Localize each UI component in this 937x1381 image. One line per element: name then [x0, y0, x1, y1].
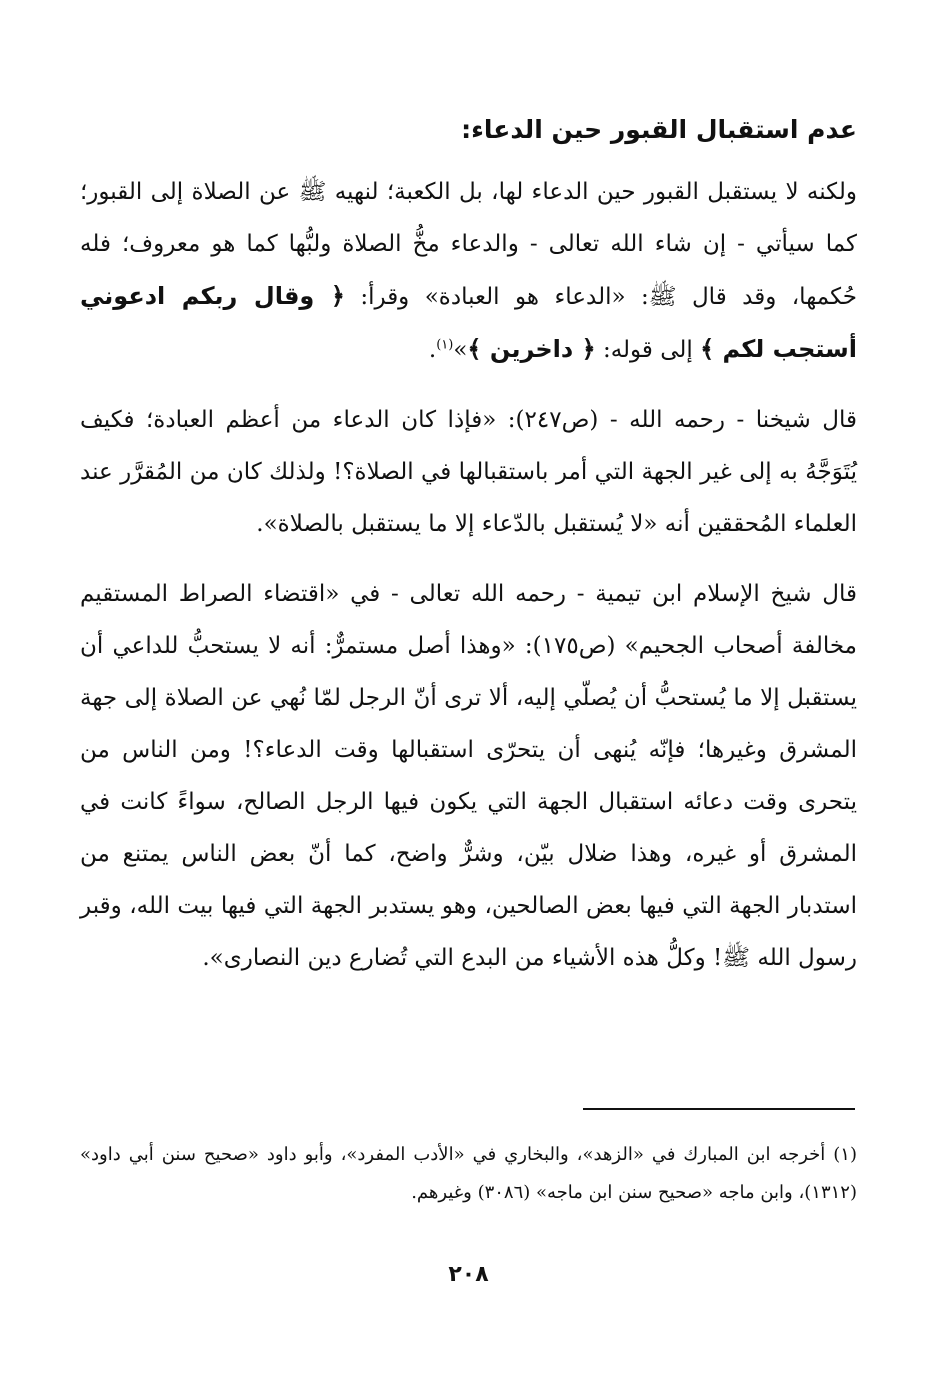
footnote: (١) أخرجه ابن المبارك في «الزهد»، والبخاري في «الأدب المفرد»، وأبو داود «صحيح سنن أبي داود» (١٣١٢)، وابن ماجه «صحيح سنن ابن ماجه» (٣٠٨٦) وغيرهم. [80, 1144, 857, 1203]
quran-verse-1: ﴿ وقال ربكم ادعوني أستجب لكم ﴾ [80, 282, 857, 363]
paragraph-1-text: ولكنه لا يستقبل القبور حين الدعاء لها، بل الكعبة؛ لنهيه ﷺ عن الصلاة إلى القبور؛ كما سيأتي - إن شاء الله تعالى - والدعاء مخُّ الصلاة ولبُّها كما هو معروف؛ فله حُكمها، وقد قال ﷺ: «الدعاء هو العبادة» وقرأ: [80, 179, 858, 310]
paragraph-1-end: . [428, 337, 437, 363]
paragraph-3: قال شيخ الإسلام ابن تيمية - رحمه الله تعالى - في «اقتضاء الصراط المستقيم مخالفة أصحاب الجحيم» (ص١٧٥): «وهذا أصل مستمرٌّ: أنه لا يستحبُّ للداعي أن يستقبل إلا ما يُستحبُّ أن يُصلّي إليه، ألا ترى أنّ الرجل لمّا نُهي عن الصلاة إلى جهة المشرق وغيرها؛ فإنّه يُنهى أن يتحرّى استقبالها وقت الدعاء؟! ومن الناس من يتحرى وقت دعائه استقبال الجهة التي يكون فيها الرجل الصالح، سواءً كانت في المشرق أو غيره، وهذا ضلال بيّن، وشرٌّ واضح، كما أنّ بعض الناس يمتنع من استدبار الجهة التي فيها بعض الصالحين، وهو يستدبر الجهة التي فيها بيت الله، وقبر رسول الله ﷺ! وكلُّ هذه الأشياء من البدع التي تُضارع دين النصارى». [80, 581, 858, 971]
footnote-divider [583, 1108, 855, 1110]
paragraph-1 [80, 166, 857, 376]
paragraph-2: قال شيخنا - رحمه الله - (ص٢٤٧): «فإذا كان الدعاء من أعظم العبادة؛ فكيف يُتَوَجَّهُ به إلى غير الجهة التي أمر باستقبالها في الصلاة؟! ولذلك كان من المُقرَّر عند العلماء المُحققين أنه «لا يُستقبل بالدّعاء إلا ما يستقبل بالصلاة». [80, 407, 857, 537]
page-body [80, 110, 857, 1002]
footnote-reference[interactable]: (١) [436, 337, 454, 353]
paragraph-1-tail: » [453, 337, 468, 363]
paragraph-1-middle: إلى قوله: [602, 337, 693, 363]
page-number: ٢٠٨ [448, 1262, 489, 1287]
quran-verse-2: ﴿ داخرين ﴾ [467, 335, 596, 363]
section-heading: عدم استقبال القبور حين الدعاء: [461, 115, 857, 144]
